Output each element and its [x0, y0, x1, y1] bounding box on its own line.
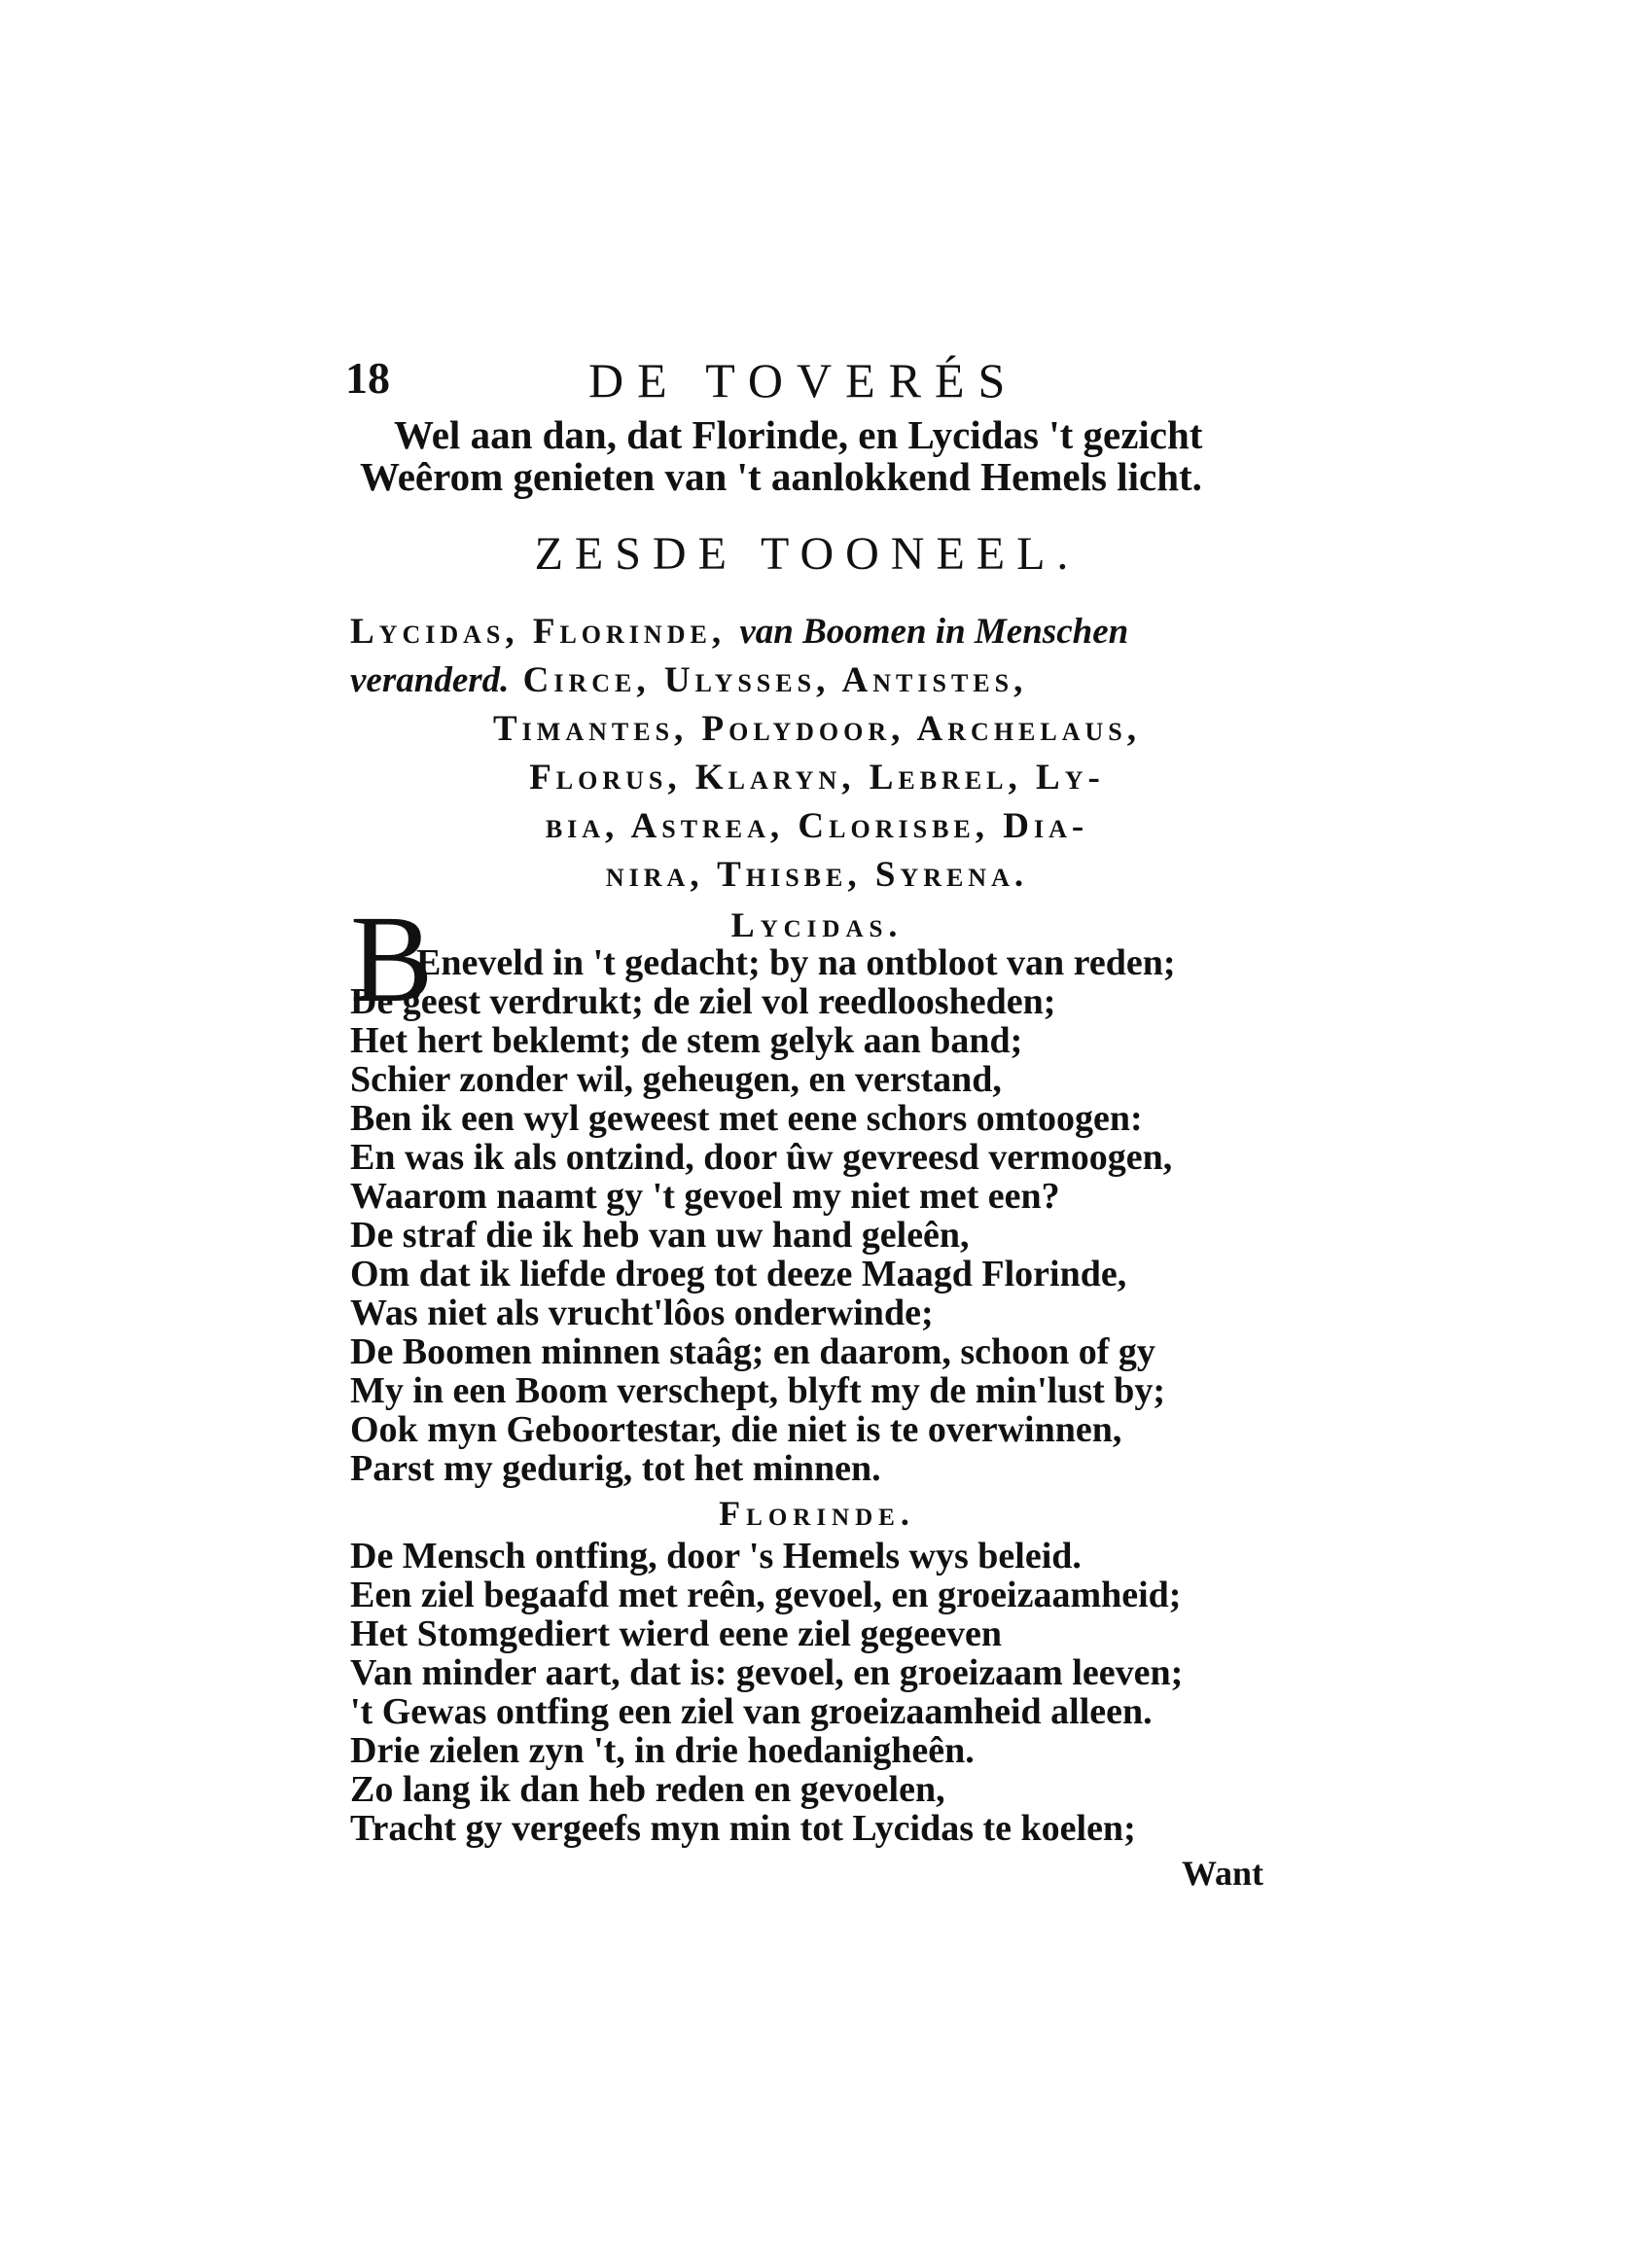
drop-cap: B	[350, 890, 434, 1028]
speech-line: Van minder aart, dat is: gevoel, en groeizaam leeven;	[350, 1652, 1184, 1693]
speech-line: Ben ik een wyl geweest met eene schors omtoogen:	[350, 1098, 1143, 1139]
speech-line: De geest verdrukt; de ziel vol reedloosheden;	[350, 981, 1056, 1022]
cast-line: bia, Astrea, Clorisbe, Dia-	[545, 806, 1089, 846]
speech-line: Schier zonder wil, geheugen, en verstand,	[350, 1059, 1002, 1100]
speech-line: Was niet als vrucht'lôos onderwinde;	[350, 1293, 934, 1333]
speech-line: 't Gewas ontfing een ziel van groeizaamheid alleen.	[350, 1691, 1153, 1732]
page-number: 18	[345, 353, 390, 403]
speaker-name: Lycidas.	[730, 905, 904, 944]
speech-line: Eneveld in 't gedacht; by na ontbloot van reden;	[416, 942, 1176, 983]
speech-line: Het hert beklemt; de stem gelyk aan band;	[350, 1020, 1023, 1061]
speech-line: Om dat ik liefde droeg tot deeze Maagd Florinde,	[350, 1254, 1127, 1294]
cast-line: Florus, Klaryn, Lebrel, Ly-	[529, 758, 1105, 797]
speech-line: Tracht gy vergeefs myn min tot Lycidas te koelen;	[350, 1808, 1136, 1849]
speech-line: Zo lang ik dan heb reden en gevoelen,	[350, 1769, 945, 1810]
cast-line: Timantes, Polydoor, Archelaus,	[493, 709, 1141, 749]
scene-heading: ZESDE TOONEEL.	[534, 528, 1081, 580]
running-head	[345, 352, 1279, 410]
speech-line: Een ziel begaafd met reên, gevoel, en groeizaamheid;	[350, 1575, 1182, 1615]
cast-note: van Boomen in Menschen	[739, 612, 1129, 652]
verse-line: Wel aan dan, dat Florinde, en Lycidas 't gezicht	[394, 412, 1203, 457]
speech-line: Ook myn Geboortestar, die niet is te overwinnen,	[350, 1409, 1122, 1450]
speech-line: De Mensch ontfing, door 's Hemels wys beleid.	[350, 1536, 1082, 1577]
speech-line: De straf die ik heb van uw hand geleên,	[350, 1215, 970, 1256]
catchword: Want	[1182, 1854, 1264, 1893]
cast-note: veranderd.	[350, 660, 510, 700]
cast-names: Circe, Ulysses, Antistes,	[522, 660, 1028, 700]
speech-line: En was ik als ontzind, door ûw gevreesd vermoogen,	[350, 1137, 1173, 1178]
speech-line: Drie zielen zyn 't, in drie hoedanigheên.	[350, 1730, 975, 1771]
speech-line: My in een Boom verschept, blyft my de min'lust by;	[350, 1370, 1166, 1411]
speech-line: Het Stomgediert wierd eene ziel gegeeven	[350, 1613, 1003, 1654]
verse-line: Weêrom genieten van 't aanlokkend Hemels licht.	[360, 454, 1202, 499]
cast-line: nira, Thisbe, Syrena.	[605, 855, 1029, 895]
speaker-name: Florinde.	[719, 1494, 915, 1533]
cast-names: Lycidas, Florinde,	[350, 612, 727, 652]
speech-line: De Boomen minnen staâg; en daarom, schoon of gy	[350, 1331, 1155, 1372]
cast-line	[350, 659, 1284, 701]
speech-line: Parst my gedurig, tot het minnen.	[350, 1448, 881, 1489]
cast-line	[350, 611, 1284, 653]
speech-line: Waarom naamt gy 't gevoel my niet met een?	[350, 1176, 1060, 1217]
running-title: DE TOVERÉS	[588, 353, 1019, 408]
